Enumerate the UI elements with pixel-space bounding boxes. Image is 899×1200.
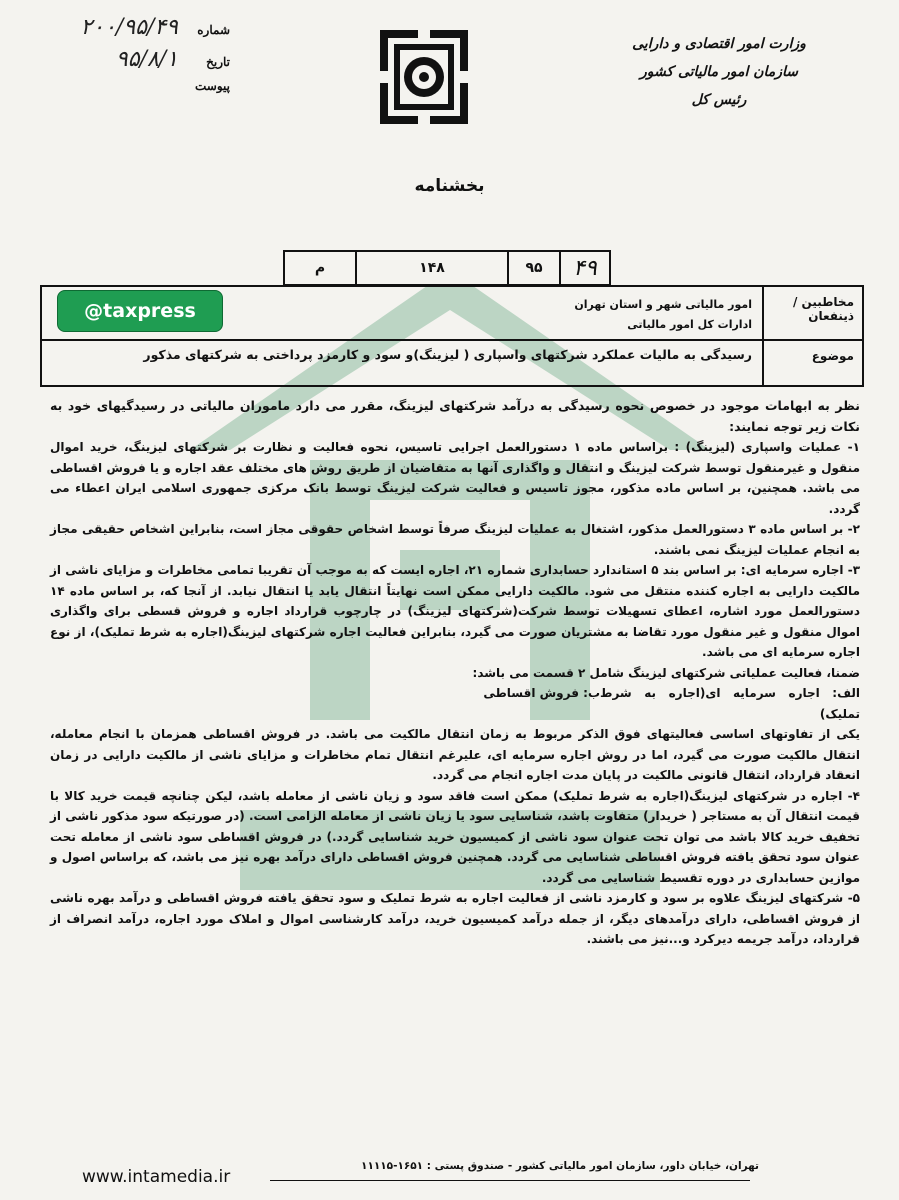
website-watermark: www.intamedia.ir <box>82 1167 231 1187</box>
paragraph-2: ۲- بر اساس ماده ۳ دستورالعمل مذکور، اشتغال به عملیات لیزینگ صرفاً توسط اشخاص حقوقی مجاز است، بنابراین اشخاص حقیقی مجاز به انجام عملیات لیزینگ نمی باشند. <box>50 522 860 557</box>
number-cell: م <box>285 252 357 284</box>
document-body <box>50 396 860 950</box>
organization-line: سازمان امور مالیاتی کشور <box>639 64 799 80</box>
date-value: ۹۵/۸/۱ <box>115 47 178 72</box>
recipients-list <box>574 295 752 335</box>
footer-rule <box>270 1180 750 1181</box>
document-meta <box>40 15 230 111</box>
head-title-line: رئیس کل <box>691 92 747 108</box>
taxpress-badge: @taxpress <box>57 290 223 332</box>
number-cell: ۱۴۸ <box>357 252 509 284</box>
number-cell: ۹۵ <box>509 252 561 284</box>
paragraph-4: ۴- اجاره در شرکتهای لیزینگ(اجاره به شرط تملیک) ممکن است فاقد سود و زیان ناشی از معامله باشد، لیکن چنانچه قیمت خرید کالا با قیمت انتقال آن به مستاجر ( خریدار) متفاوت باشد، شناسایی سود یا زیان ناشی از معامله الزامی است. (در صورتیکه سود مذکور ناشی از تخفیف خرید کالا باشد می توان تحت عنوان سود ناشی از کمیسیون خرید شناسایی گردد.) در فروش اقساطی سود ناشی از معامله تحت عنوان سود تحقق یافته فروش اقساطی شناسایی می گردد. همچنین فروش اقساطی دارای درآمد بهره نیز می باشد، که براساس اصول و موازین حسابداری در دوره تقسیط شناسایی می گردد. <box>50 788 860 885</box>
activity-type-a: الف: اجاره سرمایه ای(اجاره به شرط تملیک) <box>600 686 860 721</box>
number-label: شماره <box>197 23 230 37</box>
ministry-heading <box>609 30 829 114</box>
activity-types <box>50 683 860 724</box>
paragraph-1: ۱- عملیات واسپاری (لیزینگ) : براساس ماده ۱ دستورالعمل اجرایی تاسیس، نحوه فعالیت و نظارت بر شرکتهای لیزینگ، خرید اموال منقول و غیرمنقول توسط شرکت لیزینگ و انتقال و واگذاری آنها به متقاضیان از طریق روش های مختلف عقد اجاره و یا فروش اقساطی می باشد. همچنین، بر اساس ماده مذکور، مجوز تاسیس و فعالیت شرکت لیزینگ توسط بانک مرکزی جمهوری اسلامی ایران اعطاء می گردد. <box>50 440 860 516</box>
ministry-line: وزارت امور اقتصادی و دارایی <box>632 36 806 52</box>
recipient: امور مالیاتی شهر و استان تهران <box>574 298 752 311</box>
paragraph-3c: یکی از تفاوتهای اساسی فعالیتهای فوق الذکر مربوط به زمان انتقال مالکیت می باشد. در فروش اقساطی همزمان با انجام معامله، انتقال مالکیت صورت می گیرد، اما در روش اجاره سرمایه ای، علیرغم انتقال تمام مخاطرات و مزایای ناشی از مالکیت دارایی در زمان انعقاد قرارداد، انتقال قانونی مالکیت در پایان مدت اجاره انجام می گردد. <box>50 727 860 782</box>
recipient: ادارات کل امور مالیاتی <box>627 318 752 331</box>
activity-type-b: ب: فروش اقساطی <box>483 686 600 700</box>
emblem-icon <box>378 28 470 126</box>
intro-paragraph: نظر به ابهامات موجود در خصوص نحوه رسیدگی به درآمد شرکتهای لیزینگ، مقرر می دارد ماموران مالیاتی در رسیدگیهای خود به نکات زیر توجه نمایند: <box>50 398 860 434</box>
paragraph-3: ۳- اجاره سرمایه ای: بر اساس بند ۵ استاندارد حسابداری شماره ۲۱، اجاره ایست که به موجب آن تقریبا تمامی مخاطرات و مزایای ناشی از مالکیت دارایی به اجاره کننده منتقل می شود. مالکیت دارایی ممکن است نهایتاً انتقال یابد یا انتقال نیابد. از آنجا که، بر اساس ماده ۱۴ دستورالعمل مورد اشاره، اعطای تسهیلات توسط شرکت(شرکتهای لیزینگ) در چارچوب قرارداد اجاره و فروش قسطی برای واگذاری اموال منقول و غیر منقول مورد تقاضا به مشتریان صورت می گیرد، بنابراین فعالیت اجاره شرکتهای لیزینگ(اجاره به شرط تملیک)، از نوع اجاره سرمایه ای می باشد. <box>50 563 861 659</box>
paragraph-3b: ضمنا، فعالیت عملیاتی شرکتهای لیزینگ شامل ۲ قسمت می باشد: <box>472 665 860 680</box>
attachment-label: پیوست <box>195 79 230 93</box>
date-label: تاریخ <box>206 55 230 69</box>
document-title: بخشنامه <box>414 176 485 196</box>
subject-label: موضوع <box>811 349 854 363</box>
number-cell: ۴۹ <box>573 255 597 281</box>
recipients-label: مخاطبین / ذینفعان <box>792 295 854 323</box>
footer-address: تهران، خیابان داور، سازمان امور مالیاتی کشور - صندوق پستی : ۱۶۵۱-۱۱۱۱۵ <box>361 1160 759 1172</box>
circular-number-table <box>283 250 611 286</box>
paragraph-5: ۵- شرکتهای لیزینگ علاوه بر سود و کارمزد ناشی از فعالیت اجاره به شرط تملیک و سود تحقق یافته فروش اقساطی و درآمد بهره ناشی از فروش اقساطی، دارای درآمدهای دیگر، از جمله درآمد کمیسیون خرید، درآمد کارشناسی اموال و املاک مورد اجاره، درآمد انصراف از قرارداد، درآمد جریمه دیرکرد و...نیز می باشند. <box>50 891 860 946</box>
subject-text: رسیدگی به مالیات عملکرد شرکتهای واسپاری ( لیزینگ)و سود و کارمزد پرداختی به شرکتهای مذکور <box>143 347 752 362</box>
divider <box>42 339 862 341</box>
number-value: ۲۰۰/۹۵/۴۹ <box>80 15 178 40</box>
